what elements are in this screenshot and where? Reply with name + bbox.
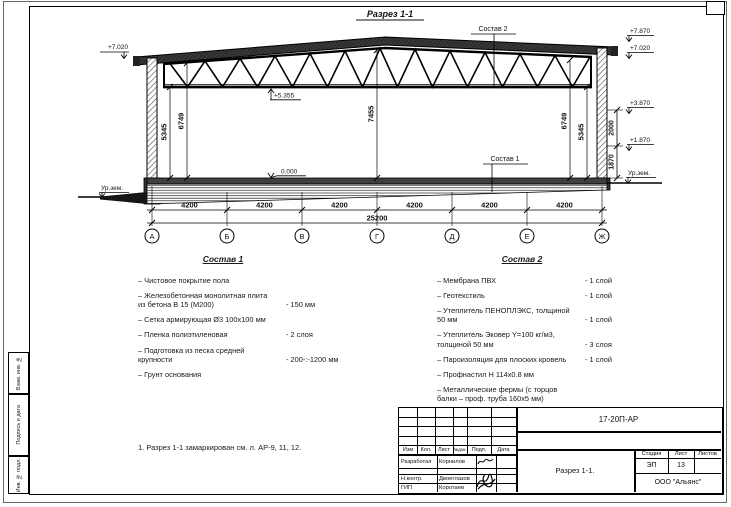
tb-name: Корнилов [439,458,466,465]
legend-item [437,291,652,300]
legend-item [437,276,652,285]
dim-text: 6749 [176,112,186,130]
legend-item-value: - 1 слой [585,315,613,325]
tb-role: Разработал [401,458,432,465]
legend-item-name: – Железобетонная монолитная плита из бетона В 15 (М200) [138,291,268,310]
elevation-text: +1.870 [630,137,651,144]
tb-col-list: Лист [438,446,450,453]
legend-item [437,370,652,379]
axis-bubble [520,229,534,243]
legend-roof-composition [437,254,652,409]
legend-item-value: - 150 мм [286,300,316,310]
legend-item [437,385,652,403]
tb-col-kol: Кол. [420,446,432,453]
frame-stamp-inv [8,456,29,494]
tb-col-ndok: №док. [453,447,467,452]
legend-item-name: – Сетка армирующая Ø3 100х100 мм [138,315,266,325]
tb-col-izm: Изм [402,446,414,453]
elevation-text: +7.020 [630,45,651,52]
wall-left [147,58,157,178]
dim-text: 1870 [608,154,616,170]
axis-bubble [595,229,609,243]
axis-label: Б [224,231,230,241]
legend-item-name: – Утеплитель ПЕНОПЛЭКС, толщиной 50 мм [437,306,570,325]
legend-item-value: - 1 слой [585,291,613,301]
legend-title: Состав 2 [501,254,543,264]
legend-item-value: - 1 слой [585,354,613,364]
legend-item [138,315,353,324]
legend-item [138,276,353,285]
dim-text: 2000 [608,120,616,136]
tb-name: Двоеглазов [439,475,470,482]
legend-item-name: – Подготовка из песка средней крупности [138,345,245,364]
axis-bubble [145,229,159,243]
legend-item [437,330,652,348]
elevation-ridge [626,28,654,42]
signature [477,456,495,467]
span-dim: 4200 [481,200,498,210]
elevation-text: Ур.зем. [101,185,124,192]
callout-text: Состав 2 [478,26,508,33]
elevation-text: Ур.зем. [628,170,651,177]
callout-text: Состав 1 [490,156,520,163]
axis-label: В [299,231,305,241]
tb-sheet-label: Лист [674,450,688,457]
legend-item-name: – Грунт основания [138,369,202,379]
legend-item [437,355,652,364]
legend-item [138,330,353,339]
callout-roof-composition [471,26,516,87]
span-dim: 4200 [331,200,348,210]
elevation-text: 0.000 [281,168,298,176]
frame-stamp-label: Взам. инв. № [15,355,22,391]
span-dim: 4200 [406,200,423,210]
right-outer-dimensions [607,107,623,181]
dim-left-outer [177,60,191,181]
roof-eave-plate-right [611,46,618,56]
elevation-text: +7.870 [630,28,651,35]
axis-label: Е [524,231,530,241]
tb-stage-label: Стадия [641,450,662,457]
roof-eave-plate-left [133,56,140,66]
elevation-left-eave [100,44,129,59]
tb-organization: ООО "Альянс" [654,479,702,486]
elevation-text: +7.020 [107,44,128,51]
axis-bubble [220,229,234,243]
tb-stage-value: ЭП [646,462,657,469]
legend-item-name: – Чистовое покрытие пола [138,276,230,286]
vertical-dimensions [160,47,591,181]
span-dim: 4200 [556,200,573,210]
legend-item-name: – Мембрана ПВХ [437,276,497,286]
dim-text: 5345 [159,123,169,141]
floor-slab [147,178,607,184]
legend-item [437,306,652,324]
legend-item-name: – Геотекстиль [437,291,485,301]
tb-drawing-title: Разрез 1-1. [555,466,595,475]
tb-name: Коротаев [439,484,465,491]
frame-stamp-podpis [8,394,29,456]
legend-item-name: – Пароизоляция для плоских кровель [437,354,567,364]
tb-col-podp: Подп. [471,446,487,453]
elevation-text: +5.355 [274,92,295,100]
legend-item-value: - 2 слоя [286,330,313,340]
legend-item-value: - 3 слоя [585,339,612,349]
elevation-right-lower [626,137,654,151]
tb-role: ГИП [401,484,413,491]
elevation-right-eave [626,45,654,59]
wall-right [597,48,607,178]
span-dim: 4200 [256,200,273,210]
axis-label: А [149,231,155,241]
legend-floor-composition [138,254,353,385]
legend-item-name: – Пленка полиэтиленовая [138,330,228,340]
legend-item-name: – Утеплитель Эковер Y=100 кг/м3, толщиной 50 мм [437,330,555,349]
dim-left-inner [160,84,174,181]
dim-text: 6749 [559,112,569,130]
total-dim: 25200 [366,213,388,223]
axis-label: Ж [598,231,606,241]
span-dim: 4200 [181,200,198,210]
frame-stamp-vzam [8,352,29,394]
dim-text: 5345 [576,123,586,141]
axis-bubble [445,229,459,243]
section-drawing [0,0,731,250]
signature [475,471,497,491]
section-title-text: Разрез 1-1 [366,9,414,19]
dim-text: 7455 [366,105,376,123]
frame-stamp-label: Инв. № подл. [15,457,22,493]
elevation-text: +3.870 [630,100,651,107]
axis-label: Д [449,231,455,241]
axis-bubble [370,229,384,243]
legend-item-value: - 200-:-1200 мм [286,354,339,364]
legend-item [138,346,353,364]
axis-bubble [295,229,309,243]
tb-doc-number: 17-20П-АР [598,415,639,424]
elevation-truss-chord [268,89,301,100]
tb-col-data: Дата [497,446,510,453]
frame-stamp-label: Подпись и дата [15,405,22,445]
legend-item [138,291,353,309]
elevation-ground-right [625,170,656,184]
legend-item-value: - 1 слой [585,276,613,286]
legend-item-name: – Профнастил Н 114х0.8 мм [437,369,534,379]
tb-sheets-label: Листов [698,450,717,457]
title-block [398,407,723,494]
tb-sheet-number: 13 [677,462,685,469]
tb-role: Н.контр. [401,475,423,482]
dim-center [367,47,381,181]
legend-item [138,370,353,379]
dim-right-inner [577,84,591,181]
drawing-note: 1. Разрез 1-1 замаркирован см. л. АР-9, 11, 12. [138,443,302,452]
elevation-right-upper [626,100,654,114]
section-title [356,9,424,20]
axis-bubbles [145,229,609,243]
legend-item-name: – Металлические фермы (с торцов балки – проф. труба 160х5 мм) [437,384,558,403]
legend-title: Состав 1 [202,254,244,264]
elevation-floor [268,169,306,178]
axis-label: Г [374,231,380,241]
